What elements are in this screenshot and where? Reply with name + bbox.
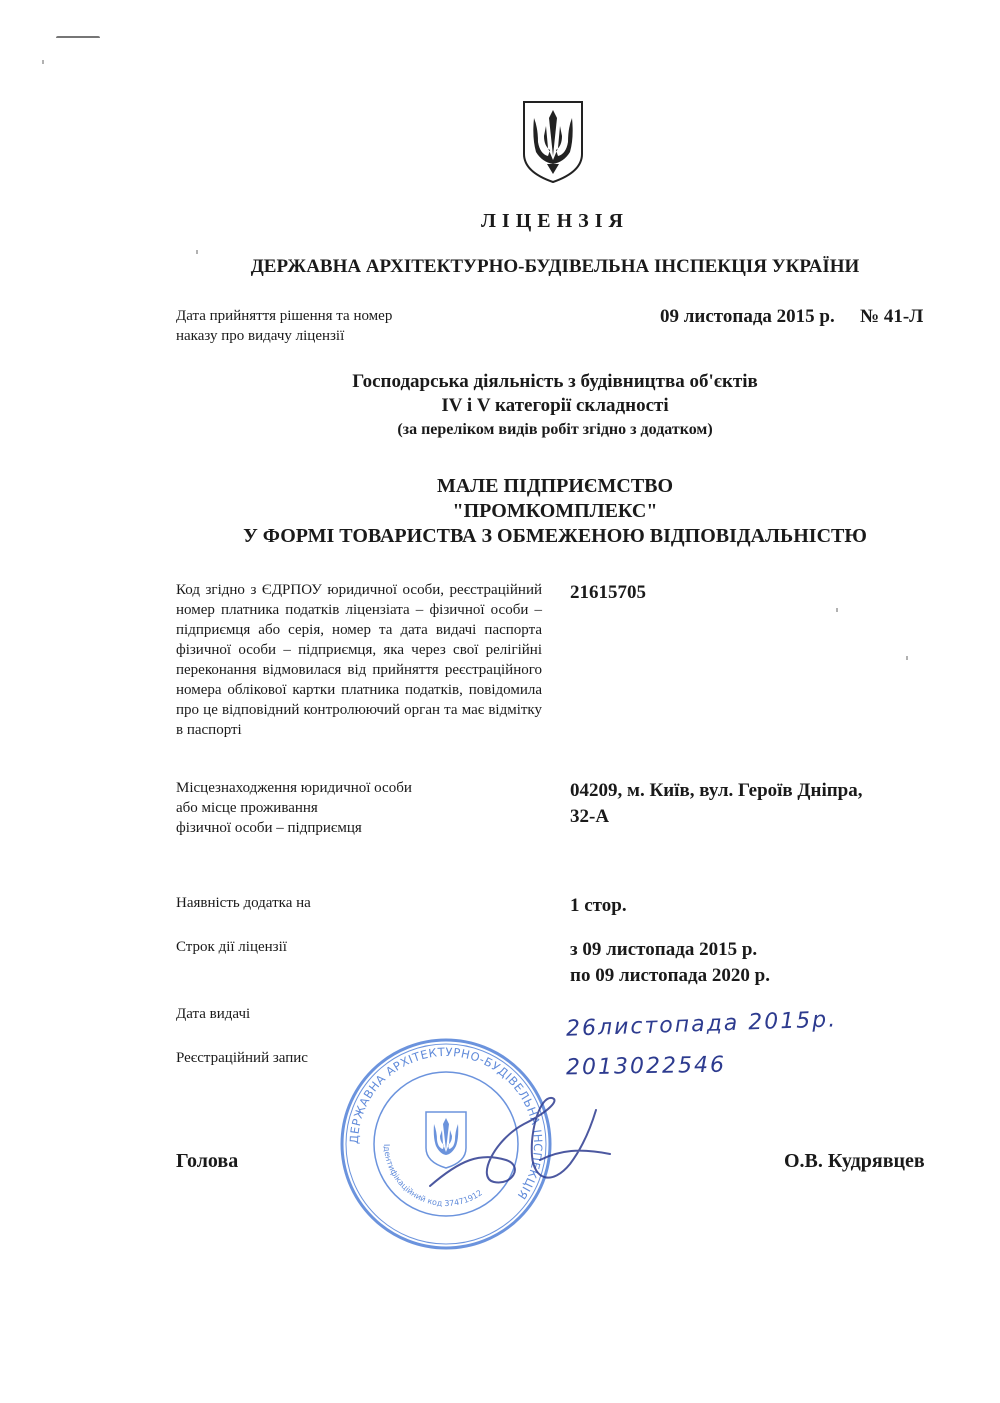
issue-date-label: Дата видачі xyxy=(176,1006,251,1022)
company-line: МАЛЕ ПІДПРИЄМСТВО xyxy=(436,475,674,497)
signatory-role: Голова xyxy=(176,1150,239,1172)
location-label-line: фізичної особи – підприємця xyxy=(176,820,362,836)
staple-mark xyxy=(56,36,100,42)
license-title: ЛІЦЕНЗІЯ xyxy=(481,210,629,232)
activity-description xyxy=(0,370,1000,442)
activity-note: (за переліком видів робіт згідно з додатком) xyxy=(397,421,713,438)
term-end: по 09 листопада 2020 р. xyxy=(570,965,770,986)
order-number: № 41-Л xyxy=(860,306,924,327)
decision-label-line: Дата прийняття рішення та номер xyxy=(176,308,393,324)
company-line: У ФОРМІ ТОВАРИСТВА З ОБМЕЖЕНОЮ ВІДПОВІДАЛЬНІСТЮ xyxy=(243,525,867,547)
location-label xyxy=(176,778,542,838)
registry-label: Реєстраційний запис xyxy=(176,1050,308,1066)
appendix-value: 1 стор. xyxy=(570,895,627,916)
chairman-signature xyxy=(420,1090,620,1210)
decision-label-line: наказу про видачу ліцензії xyxy=(176,328,345,344)
location-value-line: 32-А xyxy=(570,806,610,827)
location-value-line: 04209, м. Київ, вул. Героїв Дніпра, xyxy=(570,780,863,801)
scan-speck xyxy=(836,608,838,612)
scan-speck xyxy=(196,250,198,254)
term-label: Строк дії ліцензії xyxy=(176,939,287,955)
location-label-line: або місце проживання xyxy=(176,800,318,816)
location-label-line: Місцезнаходження юридичної особи xyxy=(176,780,412,796)
decision-label xyxy=(176,306,476,346)
company-name xyxy=(0,474,1000,549)
appendix-label: Наявність додатка на xyxy=(176,895,311,911)
company-line: "ПРОМКОМПЛЕКС" xyxy=(452,500,658,522)
term-value xyxy=(570,937,770,989)
trident-icon xyxy=(520,98,586,184)
decision-date: 09 листопада 2015 р. xyxy=(660,306,835,327)
term-start: з 09 листопада 2015 р. xyxy=(570,939,758,960)
signatory-name: О.В. Кудрявцев xyxy=(784,1150,925,1172)
seal-outer-text: ДЕРЖАВНА АРХІТЕКТУРНО-БУДІВЕЛЬНА ІНСПЕКЦІЯ xyxy=(346,1044,546,1203)
activity-line: Господарська діяльність з будівництва об'єктів xyxy=(352,371,758,392)
issue-date-handwritten: 26листопада 2015р. xyxy=(565,1007,838,1042)
location-value xyxy=(570,778,863,830)
code-label: Код згідно з ЄДРПОУ юридичної особи, реєстраційний номер платника податків ліцензіата – фізичної особи – підприємця або серія, номер та дата видачі паспорта фізичної особи – підприємця, яка через свої релігійні переконання відмовилася від прийняття реєстраційного номера облікової картки платника податків, повідомила про це відповідний контролюючий орган та має відмітку в паспорті xyxy=(176,582,542,738)
scan-speck xyxy=(906,656,908,660)
issuing-authority: ДЕРЖАВНА АРХІТЕКТУРНО-БУДІВЕЛЬНА ІНСПЕКЦІЯ УКРАЇНИ xyxy=(250,256,860,277)
code-value: 21615705 xyxy=(570,582,646,603)
activity-line: IV і V категорії складності xyxy=(441,395,669,416)
registry-number-handwritten: 2013022546 xyxy=(565,1052,727,1081)
scan-speck xyxy=(42,60,44,64)
seal-inner-text: Ідентифікаційний код 37471912 xyxy=(381,1143,484,1209)
